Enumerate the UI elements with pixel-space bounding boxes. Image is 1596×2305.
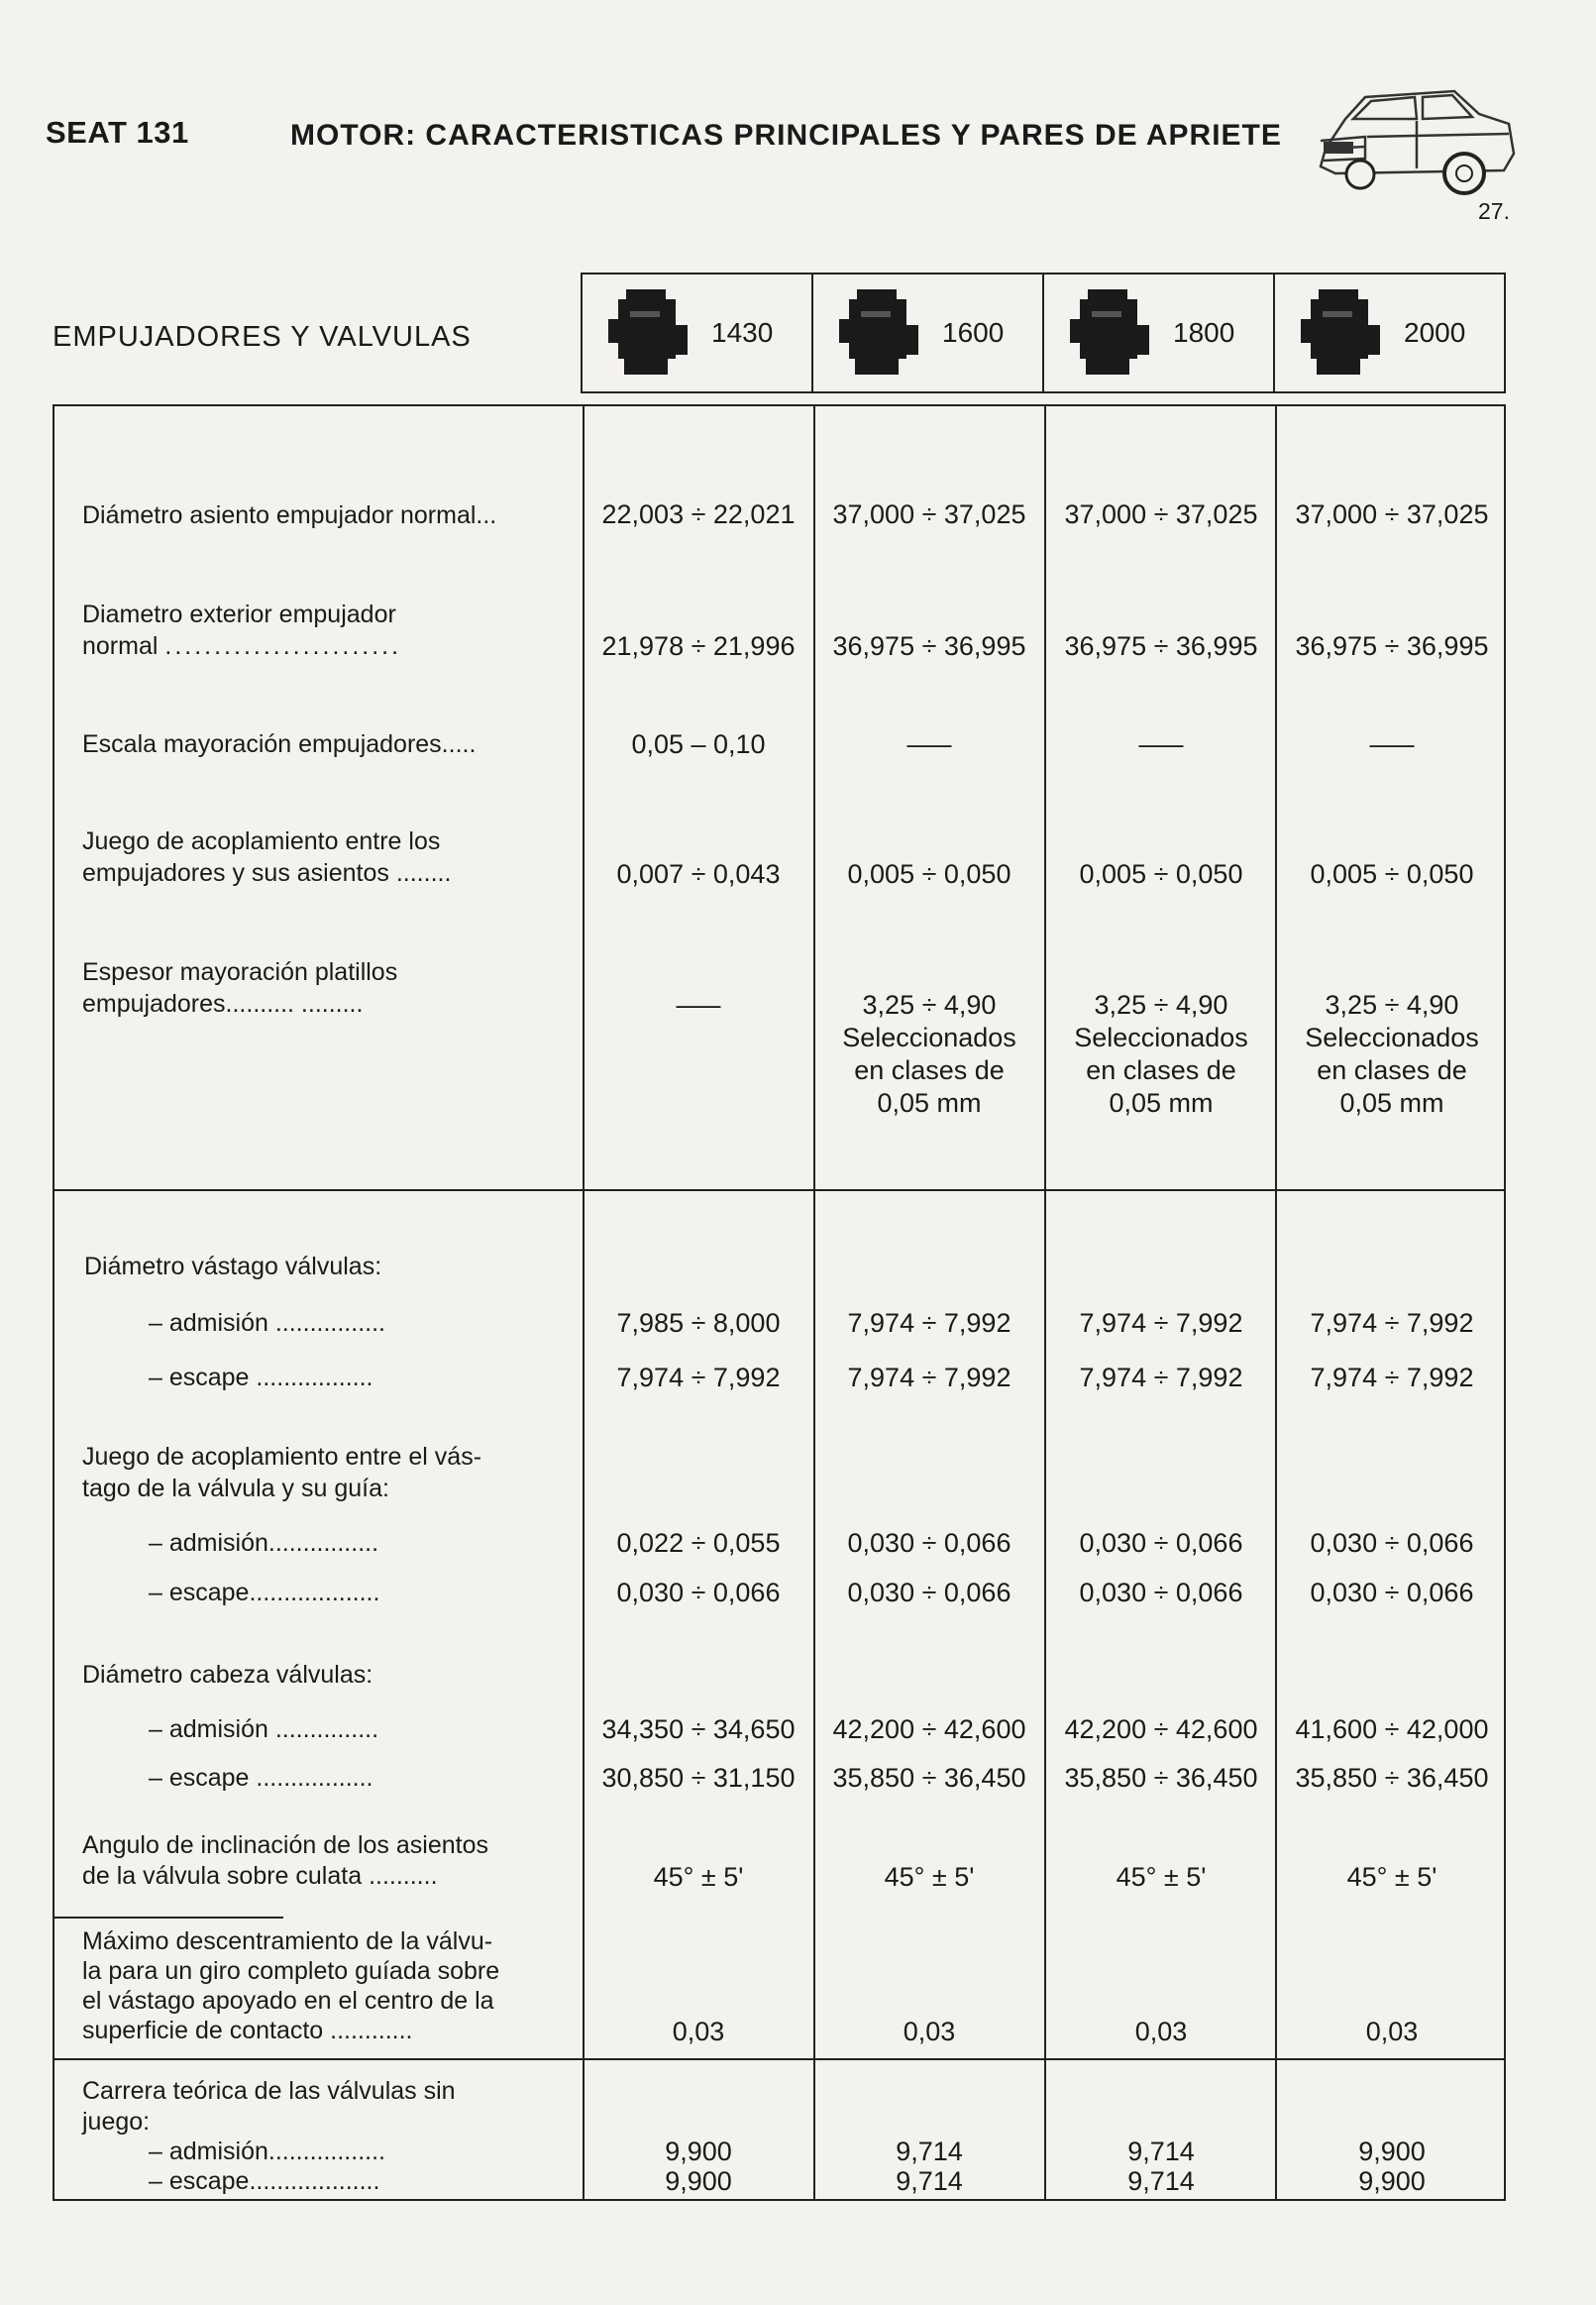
value-cell: 3,25 ÷ 4,90 (1325, 990, 1459, 1020)
engine-icon (1066, 285, 1153, 381)
row-label-carrera: Carrera teórica de las válvulas sin (82, 2077, 456, 2105)
section-title: EMPUJADORES Y VALVULAS (53, 321, 472, 353)
column-divider (583, 406, 585, 2199)
value-note: 0,05 mm (1109, 1088, 1214, 1118)
row-label-escala: Escala mayoración empujadores..... (82, 730, 477, 758)
row-label-juego-empujadores: Juego de acoplamiento entre los (82, 827, 441, 855)
value-cell: 37,000 ÷ 37,025 (1295, 499, 1489, 529)
engine-label: 1800 (1173, 317, 1235, 348)
row-label-descentramiento-cont: la para un giro completo guíada sobre (82, 1957, 500, 1985)
value-note: Seleccionados (842, 1023, 1016, 1052)
sub-label-admision: – admisión ............... (149, 1715, 379, 1743)
value-cell: 0,007 ÷ 0,043 (616, 859, 781, 889)
column-divider (1044, 406, 1046, 2199)
value-cell: 7,974 ÷ 7,992 (1310, 1363, 1474, 1392)
value-cell: 0,03 (672, 2017, 725, 2046)
value-cell: 0,05 – 0,10 (631, 729, 766, 759)
value-cell: 22,003 ÷ 22,021 (601, 499, 796, 529)
value-cell: 3,25 ÷ 4,90 (862, 990, 997, 1020)
engine-icon (604, 285, 692, 381)
value-cell: ––– (906, 729, 952, 759)
value-cell: 36,975 ÷ 36,995 (1295, 631, 1489, 661)
row-label-espesor-cont: empujadores.......... ......... (82, 990, 364, 1018)
value-cell: 35,850 ÷ 36,450 (1295, 1763, 1489, 1793)
engine-icon (835, 285, 922, 381)
value-cell: 37,000 ÷ 37,025 (832, 499, 1026, 529)
value-note: en clases de (1086, 1055, 1236, 1085)
model-code: SEAT 131 (46, 115, 189, 150)
value-cell: 37,000 ÷ 37,025 (1064, 499, 1258, 529)
value-cell: 0,022 ÷ 0,055 (616, 1528, 781, 1558)
row-label-carrera-cont: juego: (82, 2108, 151, 2136)
value-cell: 0,030 ÷ 0,066 (847, 1528, 1011, 1558)
value-cell: 42,200 ÷ 42,600 (832, 1714, 1026, 1744)
value-cell: 35,850 ÷ 36,450 (832, 1763, 1026, 1793)
engine-column-header (1044, 274, 1275, 391)
value-cell: 42,200 ÷ 42,600 (1064, 1714, 1258, 1744)
engine-label: 1600 (942, 317, 1005, 348)
value-note: en clases de (1317, 1055, 1467, 1085)
value-cell: 0,030 ÷ 0,066 (1079, 1578, 1243, 1607)
value-cell: 9,900 (1358, 2166, 1426, 2196)
row-label-diametro-exterior-cont: normal ........................ (82, 632, 402, 660)
value-cell: 7,974 ÷ 7,992 (847, 1363, 1011, 1392)
column-divider (813, 406, 815, 2199)
value-cell: 3,25 ÷ 4,90 (1094, 990, 1228, 1020)
value-cell: 35,850 ÷ 36,450 (1064, 1763, 1258, 1793)
value-cell: 7,974 ÷ 7,992 (1079, 1363, 1243, 1392)
value-cell: 0,005 ÷ 0,050 (1310, 859, 1474, 889)
value-cell: 7,974 ÷ 7,992 (847, 1308, 1011, 1338)
sub-label-escape: – escape................... (149, 2167, 380, 2195)
row-divider (54, 1917, 283, 1919)
value-cell: 0,030 ÷ 0,066 (1079, 1528, 1243, 1558)
value-cell: 0,030 ÷ 0,066 (616, 1578, 781, 1607)
column-divider (1275, 406, 1277, 2199)
value-cell: 0,005 ÷ 0,050 (847, 859, 1011, 889)
page-number: 27. (1478, 198, 1510, 224)
value-note: Seleccionados (1074, 1023, 1248, 1052)
value-cell: 45° ± 5' (884, 1862, 975, 1892)
row-label-diametro-vastago: Diámetro vástago válvulas: (84, 1253, 382, 1280)
engine-icon (1297, 285, 1384, 381)
engine-label: 1430 (711, 317, 774, 348)
row-label-diametro-asiento: Diámetro asiento empujador normal... (82, 501, 497, 529)
value-cell: 9,714 (896, 2166, 963, 2196)
sub-label-admision: – admisión ................ (149, 1309, 385, 1337)
row-label-descentramiento-cont: superficie de contacto ............ (82, 2017, 413, 2044)
value-cell: 7,985 ÷ 8,000 (616, 1308, 781, 1338)
value-cell: 7,974 ÷ 7,992 (1310, 1308, 1474, 1338)
value-cell: 41,600 ÷ 42,000 (1295, 1714, 1489, 1744)
value-cell: 36,975 ÷ 36,995 (832, 631, 1026, 661)
row-label-espesor: Espesor mayoración platillos (82, 958, 398, 986)
value-cell: 7,974 ÷ 7,992 (1079, 1308, 1243, 1338)
row-label-descentramiento: Máximo descentramiento de la válvu- (82, 1927, 493, 1955)
value-cell: 45° ± 5' (1116, 1862, 1207, 1892)
value-cell: 30,850 ÷ 31,150 (601, 1763, 796, 1793)
engine-column-header (1275, 274, 1504, 391)
value-note: Seleccionados (1305, 1023, 1479, 1052)
value-cell: 9,714 (1127, 2137, 1195, 2166)
value-cell: 7,974 ÷ 7,992 (616, 1363, 781, 1392)
engine-header-row (581, 273, 1506, 393)
row-label-juego-empujadores-cont: empujadores y sus asientos ........ (82, 859, 452, 887)
sub-label-admision: – admisión................. (149, 2138, 385, 2165)
value-cell: 0,005 ÷ 0,050 (1079, 859, 1243, 889)
value-cell: 9,714 (896, 2137, 963, 2166)
value-cell: 0,03 (903, 2017, 956, 2046)
row-label-juego-vastago: Juego de acoplamiento entre el vás- (82, 1443, 482, 1471)
row-label-diametro-exterior: Diametro exterior empujador (82, 601, 396, 628)
value-cell: 34,350 ÷ 34,650 (601, 1714, 796, 1744)
engine-label: 2000 (1404, 317, 1466, 348)
value-note: 0,05 mm (877, 1088, 982, 1118)
value-cell: 0,030 ÷ 0,066 (1310, 1528, 1474, 1558)
value-cell: ––– (1138, 729, 1184, 759)
row-label-angulo: Angulo de inclinación de los asientos (82, 1831, 488, 1859)
row-label-angulo-cont: de la válvula sobre culata .......... (82, 1862, 438, 1890)
value-cell: 9,900 (665, 2137, 732, 2166)
value-cell: 0,03 (1365, 2017, 1419, 2046)
value-cell: 0,030 ÷ 0,066 (847, 1578, 1011, 1607)
page-title: MOTOR: CARACTERISTICAS PRINCIPALES Y PARES DE APRIETE (290, 119, 1282, 152)
sub-label-escape: – escape ................. (149, 1764, 373, 1792)
section-divider (54, 2058, 1504, 2060)
sub-label-escape: – escape ................. (149, 1364, 373, 1391)
car-illustration (1306, 79, 1524, 208)
value-cell: ––– (676, 990, 721, 1020)
section-divider (54, 1189, 1504, 1191)
engine-column-header (813, 274, 1044, 391)
value-cell: 0,030 ÷ 0,066 (1310, 1578, 1474, 1607)
value-cell: 45° ± 5' (1346, 1862, 1437, 1892)
engine-column-header (583, 274, 813, 391)
value-cell: 9,714 (1127, 2166, 1195, 2196)
sub-label-escape: – escape................... (149, 1579, 380, 1606)
value-note: 0,05 mm (1339, 1088, 1444, 1118)
value-cell: 36,975 ÷ 36,995 (1064, 631, 1258, 661)
sub-label-admision: – admisión................ (149, 1529, 379, 1557)
row-label-juego-vastago-cont: tago de la válvula y su guía: (82, 1475, 389, 1502)
row-label-diametro-cabeza: Diámetro cabeza válvulas: (82, 1661, 373, 1689)
row-label-descentramiento-cont: el vástago apoyado en el centro de la (82, 1987, 494, 2015)
value-cell: 45° ± 5' (653, 1862, 744, 1892)
specs-table (53, 404, 1506, 2201)
value-cell: 21,978 ÷ 21,996 (601, 631, 796, 661)
value-cell: 9,900 (1358, 2137, 1426, 2166)
value-cell: 9,900 (665, 2166, 732, 2196)
value-cell: ––– (1369, 729, 1415, 759)
value-cell: 0,03 (1134, 2017, 1188, 2046)
value-note: en clases de (854, 1055, 1005, 1085)
